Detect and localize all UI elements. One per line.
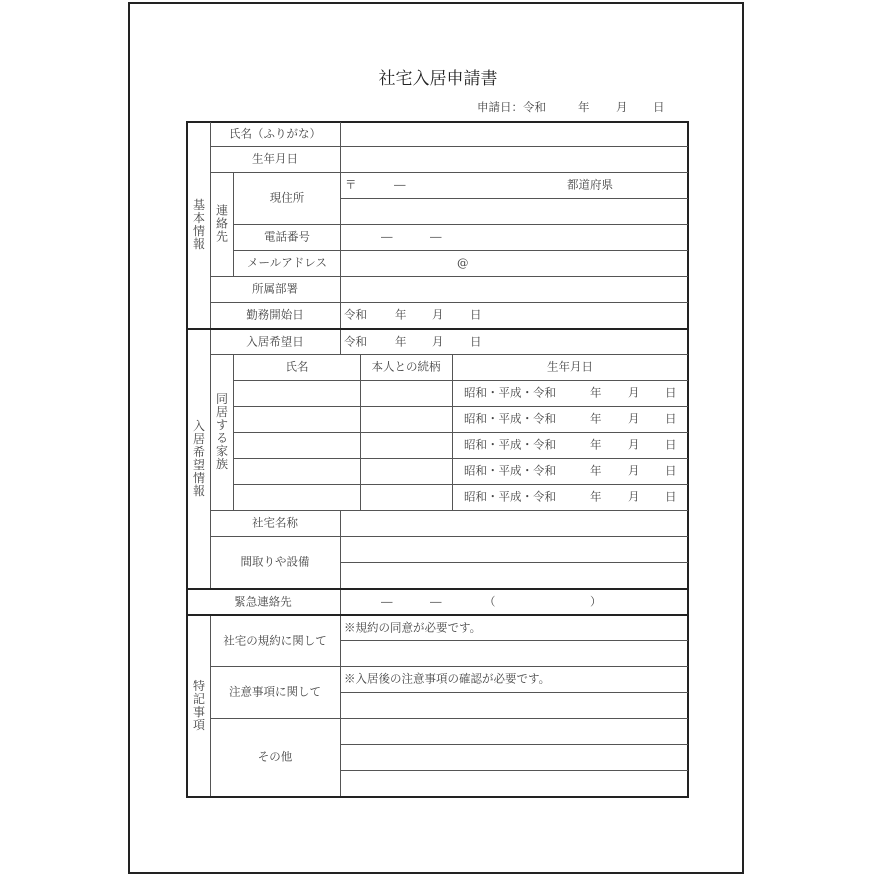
address-field[interactable] — [341, 173, 687, 224]
phone-label: 電話番号 — [264, 229, 310, 244]
family-relation-cell[interactable] — [361, 381, 452, 406]
notes-label: 注意事項に関して — [229, 684, 321, 699]
start-date-label: 勤務開始日 — [246, 307, 304, 322]
family-birth-month: 月 — [628, 385, 640, 400]
layout-label: 間取りや設備 — [240, 554, 310, 569]
phone-field[interactable] — [341, 225, 687, 250]
family-header-birth: 生年月日 — [547, 359, 593, 374]
section-basic-info: 基本情報 — [192, 198, 205, 251]
layout-field[interactable] — [341, 537, 687, 588]
form-title: 社宅入居申請書 — [378, 69, 498, 89]
start-date-field[interactable] — [341, 303, 687, 328]
move-in-month: 月 — [432, 334, 444, 349]
start-date-era: 令和 — [344, 307, 367, 322]
application-date-day: 日 — [653, 100, 665, 114]
move-in-date-label: 入居希望日 — [246, 334, 304, 349]
birth-date-field[interactable] — [341, 147, 687, 172]
rules-label: 社宅の規約に関して — [223, 633, 327, 648]
family-birth-eras: 昭和・平成・令和 — [464, 411, 556, 426]
name-label: 氏名（ふりがな） — [229, 126, 321, 141]
prefecture-label: 都道府県 — [567, 177, 613, 192]
family-birth-year: 年 — [590, 411, 602, 426]
family-birth-day: 日 — [665, 489, 677, 504]
family-birth-day: 日 — [665, 411, 677, 426]
section-housing-info: 入居希望情報 — [192, 419, 205, 498]
family-birth-eras: 昭和・平成・令和 — [464, 385, 556, 400]
application-date-year: 年 — [578, 100, 590, 114]
rules-note: ※規約の同意が必要です。 — [344, 620, 482, 635]
emergency-contact-field[interactable] — [341, 591, 687, 614]
notes-note: ※入居後の注意事項の確認が必要です。 — [344, 671, 551, 686]
start-date-month: 月 — [432, 307, 444, 322]
housing-name-field[interactable] — [341, 511, 687, 536]
section-contact: 連絡先 — [215, 203, 228, 244]
emergency-paren-close: ） — [590, 594, 602, 609]
emergency-paren-open: （ — [484, 594, 496, 609]
application-date-label: 申請日：令和 — [477, 100, 546, 114]
housing-name-label: 社宅名称 — [252, 515, 298, 530]
family-name-cell[interactable] — [234, 485, 360, 510]
family-birth-day: 日 — [665, 437, 677, 452]
family-relation-cell[interactable] — [361, 433, 452, 458]
email-field[interactable] — [341, 251, 687, 276]
family-birth-year: 年 — [590, 437, 602, 452]
postal-dash: ― — [394, 177, 406, 192]
emergency-contact-label: 緊急連絡先 — [234, 594, 292, 609]
notes-field[interactable] — [341, 693, 687, 718]
family-birth-month: 月 — [628, 437, 640, 452]
family-name-cell[interactable] — [234, 459, 360, 484]
family-name-cell[interactable] — [234, 381, 360, 406]
birth-date-label: 生年月日 — [252, 151, 298, 166]
move-in-date-field[interactable] — [341, 331, 687, 354]
move-in-day: 日 — [470, 334, 482, 349]
move-in-era: 令和 — [344, 334, 367, 349]
family-birth-month: 月 — [628, 411, 640, 426]
family-birth-month: 月 — [628, 463, 640, 478]
family-header-relation: 本人との続柄 — [371, 359, 441, 374]
phone-dash-2: ― — [430, 229, 442, 244]
section-special-notes: 特記事項 — [192, 679, 205, 732]
family-relation-cell[interactable] — [361, 407, 452, 432]
rules-field[interactable] — [341, 641, 687, 666]
address-label: 現住所 — [269, 190, 305, 205]
family-birth-eras: 昭和・平成・令和 — [464, 437, 556, 452]
phone-dash-1: ― — [381, 229, 393, 244]
move-in-year: 年 — [395, 334, 407, 349]
family-birth-month: 月 — [628, 489, 640, 504]
family-birth-day: 日 — [665, 385, 677, 400]
email-label: メールアドレス — [247, 255, 327, 270]
family-birth-eras: 昭和・平成・令和 — [464, 463, 556, 478]
other-label: その他 — [257, 749, 293, 764]
family-name-cell[interactable] — [234, 407, 360, 432]
family-name-cell[interactable] — [234, 433, 360, 458]
other-field[interactable] — [341, 719, 687, 796]
family-birth-year: 年 — [590, 489, 602, 504]
family-header-name: 氏名 — [285, 359, 309, 374]
family-birth-year: 年 — [590, 385, 602, 400]
family-relation-cell[interactable] — [361, 459, 452, 484]
email-at-mark: @ — [457, 255, 469, 270]
name-field[interactable] — [341, 123, 687, 146]
emergency-dash-1: ― — [381, 594, 393, 609]
start-date-day: 日 — [470, 307, 482, 322]
family-birth-eras: 昭和・平成・令和 — [464, 489, 556, 504]
start-date-year: 年 — [395, 307, 407, 322]
family-birth-day: 日 — [665, 463, 677, 478]
department-field[interactable] — [341, 277, 687, 302]
emergency-dash-2: ― — [430, 594, 442, 609]
section-family: 同居する家族 — [215, 392, 228, 471]
family-relation-cell[interactable] — [361, 485, 452, 510]
application-date-month: 月 — [616, 100, 628, 114]
department-label: 所属部署 — [252, 281, 298, 296]
family-birth-year: 年 — [590, 463, 602, 478]
postal-mark: 〒 — [345, 177, 357, 192]
